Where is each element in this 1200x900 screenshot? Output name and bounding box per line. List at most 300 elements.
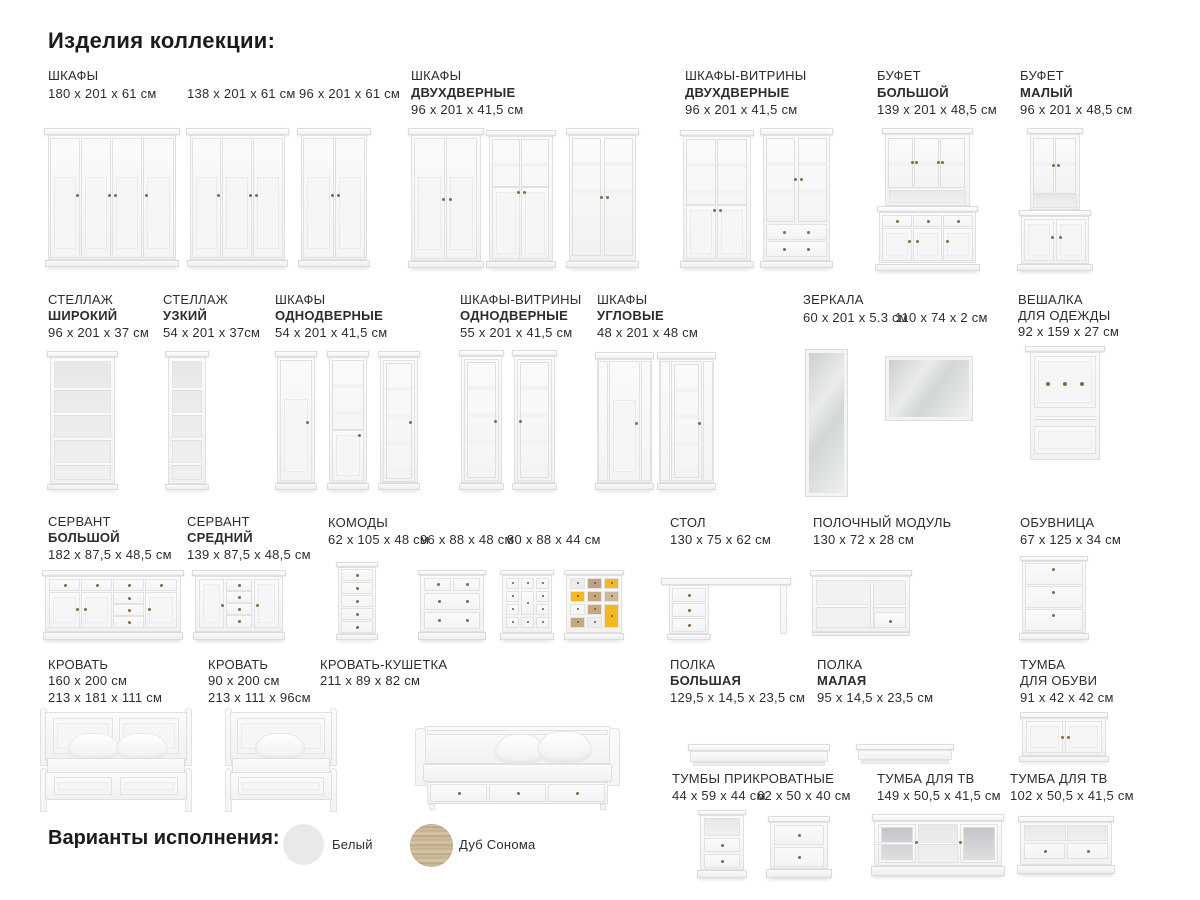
knob: [1052, 164, 1055, 167]
wall-shelf-large-illustration: [688, 744, 830, 770]
knob: [1052, 591, 1055, 594]
group-size: 139 x 201 x 48,5 см: [877, 102, 997, 117]
knob: [721, 844, 724, 847]
plinth: [165, 484, 209, 490]
bed-single-illustration: [225, 706, 337, 812]
knob: [512, 608, 514, 610]
vitrine-1door-illustration: [514, 350, 555, 490]
knob: [577, 582, 579, 584]
knob: [438, 600, 441, 603]
bed-double-illustration: [40, 706, 192, 812]
group-name: ПОЛКА: [817, 657, 863, 672]
shoe-cabinet-small-illustration: [1022, 712, 1106, 762]
group-name: СЕРВАНТ: [187, 514, 250, 529]
knob: [76, 194, 79, 197]
group-name: СЕРВАНТ: [48, 514, 111, 529]
door-or-drawer-panel: [332, 430, 364, 481]
plinth: [418, 632, 486, 640]
knob: [908, 240, 911, 243]
knob: [438, 619, 441, 622]
group-name: СТОЛ: [670, 515, 706, 530]
knob: [128, 584, 131, 587]
plinth: [766, 869, 832, 878]
door-or-drawer-panel: [1065, 825, 1068, 841]
plinth: [275, 483, 317, 490]
plinth: [512, 483, 557, 490]
dresser-multi-drawer-illustration: [502, 570, 552, 640]
cabinet-body: [423, 764, 612, 782]
desk-illustration: [663, 578, 789, 640]
shelf: [816, 604, 868, 608]
group-size: 129,5 x 14,5 x 23,5 см: [670, 690, 806, 705]
nightstand-wide-illustration: [770, 816, 828, 878]
group-size: 55 x 201 x 41,5 см: [460, 325, 573, 340]
swatch-oak-label: Дуб Сонома: [459, 837, 536, 852]
plinth: [1017, 865, 1115, 874]
group-size: 96 x 201 x 41,5 см: [411, 102, 524, 117]
knob: [238, 608, 241, 611]
door-or-drawer-panel: [703, 361, 713, 481]
bookcase-wide-illustration: [50, 351, 115, 490]
pillow: [68, 733, 120, 760]
knob: [466, 583, 469, 586]
knob: [76, 608, 79, 611]
knob: [1052, 568, 1055, 571]
door-or-drawer-panel: [199, 579, 224, 628]
cabinet-body: [690, 751, 828, 762]
knob: [611, 582, 613, 584]
door-or-drawer-panel: [54, 777, 112, 795]
group-size: 182 x 87,5 x 48,5 см: [48, 547, 172, 562]
door-or-drawer-panel: [609, 361, 640, 481]
shelf: [1034, 416, 1096, 420]
glass-pane: [674, 364, 699, 478]
plinth: [667, 634, 711, 640]
group-size: 95 x 14,5 x 23,5 см: [817, 690, 934, 705]
page-title: Изделия коллекции:: [48, 28, 276, 53]
group-size: 54 x 201 x 41,5 см: [275, 325, 388, 340]
knob: [594, 595, 596, 597]
knob: [466, 619, 469, 622]
plinth: [187, 260, 288, 267]
knob: [577, 595, 579, 597]
plinth: [378, 483, 420, 490]
knob: [494, 420, 497, 423]
knob: [927, 220, 930, 223]
group-size: 130 x 75 x 62 см: [670, 532, 772, 547]
group-name: ТУМБА ДЛЯ ТВ: [877, 771, 975, 786]
knob: [611, 595, 613, 597]
group-size: 92 x 159 x 27 см: [1018, 324, 1120, 339]
knob: [160, 584, 163, 587]
plinth: [875, 264, 980, 271]
knob: [1051, 236, 1054, 239]
knob: [512, 621, 514, 623]
tv-stand-large-illustration: [874, 814, 1002, 876]
knob: [84, 608, 87, 611]
knob: [356, 613, 359, 616]
door-or-drawer-panel: [238, 777, 324, 795]
group-name: БУФЕТ: [1020, 68, 1064, 83]
group-name: ШКАФЫ: [411, 68, 462, 83]
coat-rack-illustration: [1028, 346, 1102, 460]
door-or-drawer-panel: [780, 585, 787, 634]
knob: [794, 178, 797, 181]
cabinet-2door-illustration: [411, 128, 481, 268]
shelf-module-illustration: [812, 570, 910, 636]
group-size: 213 x 111 x 96см: [208, 690, 311, 705]
door-or-drawer-panel: [1065, 721, 1102, 753]
daybed-illustration: [415, 726, 620, 810]
knob: [128, 621, 131, 624]
door-or-drawer-panel: [1025, 563, 1083, 585]
knob: [688, 609, 691, 612]
knob: [114, 194, 117, 197]
knob: [238, 596, 241, 599]
group-size: 91 x 42 x 42 см: [1020, 690, 1114, 705]
cabinet-1door-illustration: [277, 351, 315, 490]
group-size: 54 x 201 x 37см: [163, 325, 261, 340]
plinth: [657, 483, 716, 490]
plinth: [408, 261, 484, 268]
knob: [1044, 850, 1047, 853]
knob: [937, 161, 940, 164]
knob: [600, 196, 603, 199]
bookcase-narrow-illustration: [168, 351, 206, 490]
knob: [798, 834, 801, 837]
group-subname: МАЛЫЙ: [1020, 85, 1073, 100]
door-or-drawer-panel: [1025, 586, 1083, 608]
knob: [527, 582, 529, 584]
group-size: 60 x 201 x 5.3 см: [803, 310, 908, 325]
knob: [128, 597, 131, 600]
glass-pane: [686, 139, 716, 205]
group-subname: ДЛЯ ОБУВИ: [1020, 673, 1098, 688]
door-or-drawer-panel: [192, 138, 221, 258]
knob: [517, 792, 520, 795]
shelf: [54, 412, 111, 416]
knob: [523, 191, 526, 194]
group-size: 48 x 201 x 48 см: [597, 325, 699, 340]
mirror-tall-illustration: [806, 350, 847, 496]
open-compartment: [861, 760, 949, 764]
glass-pane: [572, 138, 601, 256]
plinth: [43, 632, 183, 640]
knob: [807, 231, 810, 234]
door-or-drawer-panel: [253, 138, 283, 258]
group-size: 139 x 87,5 x 48,5 см: [187, 547, 311, 562]
knob: [713, 209, 716, 212]
plinth: [193, 632, 285, 640]
knob: [542, 608, 544, 610]
door-or-drawer-panel: [882, 228, 912, 261]
knob: [1057, 164, 1060, 167]
group-size: 67 x 125 x 34 см: [1020, 532, 1122, 547]
shelf: [172, 462, 202, 466]
knob: [576, 792, 579, 795]
cabinet-2door-glass-illustration: [569, 128, 636, 268]
knob: [517, 191, 520, 194]
glass-pane: [1033, 138, 1054, 194]
knob: [145, 194, 148, 197]
knob: [1059, 236, 1062, 239]
knob: [1061, 736, 1064, 739]
group-name: ЗЕРКАЛА: [803, 292, 864, 307]
knob: [542, 595, 544, 597]
group-subname: УЗКИЙ: [163, 308, 208, 323]
group-name: ШКАФЫ: [48, 68, 99, 83]
knob: [356, 600, 359, 603]
plinth: [1019, 633, 1089, 640]
group-name: КРОВАТЬ: [48, 657, 109, 672]
plinth: [697, 870, 747, 878]
door-or-drawer-panel: [1034, 426, 1096, 454]
knob: [437, 583, 440, 586]
knob: [356, 574, 359, 577]
door-or-drawer-panel: [335, 138, 365, 258]
knob: [577, 621, 579, 623]
cornice: [760, 128, 833, 135]
knob: [458, 792, 461, 795]
plinth: [566, 261, 639, 268]
group-size: 62 x 105 x 48 см: [328, 532, 430, 547]
group-subname: БОЛЬШОЙ: [877, 85, 949, 100]
knob: [957, 220, 960, 223]
glass-pane: [520, 362, 549, 478]
wardrobe-180-illustration: [48, 128, 176, 267]
plinth: [336, 634, 378, 640]
cornice: [297, 128, 371, 135]
knob: [606, 196, 609, 199]
shelf: [54, 387, 111, 391]
glass-pane: [467, 362, 496, 478]
knob: [449, 198, 452, 201]
dresser-wide-illustration: [420, 570, 484, 640]
knob: [719, 209, 722, 212]
glass-pane: [888, 138, 913, 188]
knob: [807, 248, 810, 251]
plinth: [564, 633, 624, 640]
door-or-drawer-panel: [120, 777, 178, 795]
group-size: 213 x 181 x 111 см: [48, 690, 163, 705]
plinth: [1019, 756, 1109, 762]
knob: [337, 194, 340, 197]
knob: [915, 841, 918, 844]
knob: [1067, 736, 1070, 739]
open-compartment: [704, 818, 740, 836]
knob: [688, 624, 691, 627]
group-subname: ДВУХДВЕРНЫЕ: [411, 85, 516, 100]
knob: [783, 231, 786, 234]
knob: [527, 602, 529, 604]
vitrine-1door-illustration: [461, 350, 502, 490]
cabinet-1door-glass-illustration: [380, 351, 418, 490]
sideboard-large-illustration: [45, 570, 181, 640]
shoe-cabinet-tall-illustration: [1022, 556, 1086, 640]
group-name: ВЕШАЛКА: [1018, 292, 1083, 307]
group-size: 138 x 201 x 61 см: [187, 86, 296, 101]
door-or-drawer-panel: [143, 138, 174, 258]
group-name: КРОВАТЬ-КУШЕТКА: [320, 657, 448, 672]
group-subname: ОДНОДВЕРНЫЕ: [460, 308, 569, 323]
group-size: 96 x 88 x 48 см: [420, 532, 514, 547]
pillow: [537, 731, 592, 763]
knob: [911, 161, 914, 164]
group-name: ТУМБА: [1020, 657, 1066, 672]
knob: [238, 584, 241, 587]
door-or-drawer-panel: [766, 224, 827, 240]
group-name: ШКАФЫ-ВИТРИНЫ: [460, 292, 582, 307]
group-name: БУФЕТ: [877, 68, 921, 83]
door-or-drawer-panel: [112, 138, 142, 258]
cornice: [566, 128, 639, 135]
cornice: [408, 128, 484, 135]
door-or-drawer-panel: [600, 804, 606, 810]
group-size: 96 x 201 x 37 см: [48, 325, 150, 340]
swatch-white: [283, 824, 324, 865]
knob: [542, 621, 544, 623]
buffet-small-illustration: [1019, 128, 1091, 271]
group-subname: ДЛЯ ОДЕЖДЫ: [1018, 308, 1111, 323]
group-name: ШКАФЫ-ВИТРИНЫ: [685, 68, 807, 83]
door-or-drawer-panel: [1056, 219, 1086, 261]
knob: [358, 434, 361, 437]
knob: [1087, 850, 1090, 853]
swatch-oak: [410, 824, 453, 867]
knob: [255, 194, 258, 197]
plinth: [298, 260, 370, 267]
pillow: [116, 733, 168, 760]
shelf: [172, 437, 202, 441]
door-or-drawer-panel: [660, 361, 670, 481]
shelf: [874, 604, 906, 608]
knob: [959, 841, 962, 844]
knob: [306, 421, 309, 424]
door-or-drawer-panel: [1026, 721, 1063, 753]
knob: [96, 584, 99, 587]
group-name: ШКАФЫ: [275, 292, 326, 307]
plinth: [680, 261, 754, 268]
knob: [889, 620, 892, 623]
knob: [946, 240, 949, 243]
knob: [466, 600, 469, 603]
group-size: 102 x 50,5 x 41,5 см: [1010, 788, 1134, 803]
variants-title: Варианты исполнения:: [48, 827, 280, 849]
glass-pane: [963, 827, 995, 860]
plinth: [595, 483, 654, 490]
knob: [356, 587, 359, 590]
open-compartment: [1033, 194, 1077, 208]
glass-pane: [766, 138, 795, 222]
mirror-wide-illustration: [886, 357, 972, 420]
wall-shelf-small-illustration: [856, 744, 954, 767]
cornice: [657, 352, 716, 359]
door-or-drawer-panel: [686, 205, 716, 259]
knob: [594, 621, 596, 623]
knob: [512, 582, 514, 584]
group-subname: УГЛОВЫЕ: [597, 308, 664, 323]
nightstand-open-illustration: [700, 810, 744, 878]
group-size: 211 x 89 x 82 см: [320, 673, 421, 688]
group-size: 62 x 50 x 40 см: [757, 788, 851, 803]
group-name: ОБУВНИЦА: [1020, 515, 1095, 530]
knob: [249, 194, 252, 197]
open-compartment: [889, 190, 966, 203]
pillow: [255, 733, 305, 760]
dresser-colored-illustration: [566, 570, 622, 640]
door-or-drawer-panel: [521, 187, 549, 259]
knob: [896, 220, 899, 223]
shelf: [172, 387, 202, 391]
shelf: [918, 842, 958, 845]
knob: [238, 620, 241, 623]
knob: [217, 194, 220, 197]
group-size: 80 x 88 x 44 см: [507, 532, 601, 547]
knob: [721, 860, 724, 863]
knob: [128, 609, 131, 612]
knob: [635, 422, 638, 425]
knob: [594, 582, 596, 584]
door-or-drawer-panel: [598, 361, 608, 481]
knob: [1080, 382, 1084, 386]
shelf: [172, 412, 202, 416]
knob: [916, 240, 919, 243]
shelf: [874, 842, 906, 845]
vitrine-2door-drawers-illustration: [763, 128, 830, 268]
group-subname: ОДНОДВЕРНЫЕ: [275, 308, 384, 323]
knob: [542, 582, 544, 584]
shelf: [54, 437, 111, 441]
cabinet-1door-halfglass-illustration: [329, 351, 367, 490]
knob: [611, 615, 613, 617]
plinth: [327, 483, 369, 490]
plinth: [812, 632, 910, 636]
dresser-tall-illustration: [338, 562, 376, 640]
plinth: [45, 260, 179, 267]
glass-pane: [717, 139, 747, 205]
tv-stand-small-illustration: [1020, 816, 1112, 874]
group-subname: МАЛАЯ: [817, 673, 867, 688]
group-size: 149 x 50,5 x 41,5 см: [877, 788, 1001, 803]
buffet-large-illustration: [877, 128, 978, 271]
door-or-drawer-panel: [424, 593, 480, 610]
sideboard-medium-illustration: [195, 570, 283, 640]
glass-pane: [332, 360, 364, 430]
cornice: [688, 744, 830, 751]
knob: [442, 198, 445, 201]
knob: [409, 421, 412, 424]
cornice: [661, 578, 791, 585]
group-size: 96 x 201 x 48,5 см: [1020, 102, 1133, 117]
knob: [798, 856, 801, 859]
knob: [527, 621, 529, 623]
knob: [356, 626, 359, 629]
knob: [577, 608, 579, 610]
shelf: [54, 462, 111, 466]
door-or-drawer-panel: [943, 228, 973, 261]
knob: [783, 248, 786, 251]
group-size: 96 x 201 x 61 см: [299, 86, 401, 101]
swatch-white-label: Белый: [332, 837, 373, 852]
knob: [594, 608, 596, 610]
knob: [941, 161, 944, 164]
group-subname: БОЛЬШАЯ: [670, 673, 742, 688]
glass-pane: [521, 139, 549, 187]
plinth: [760, 261, 833, 268]
knob: [108, 194, 111, 197]
plinth: [1017, 264, 1093, 271]
knob: [698, 422, 701, 425]
